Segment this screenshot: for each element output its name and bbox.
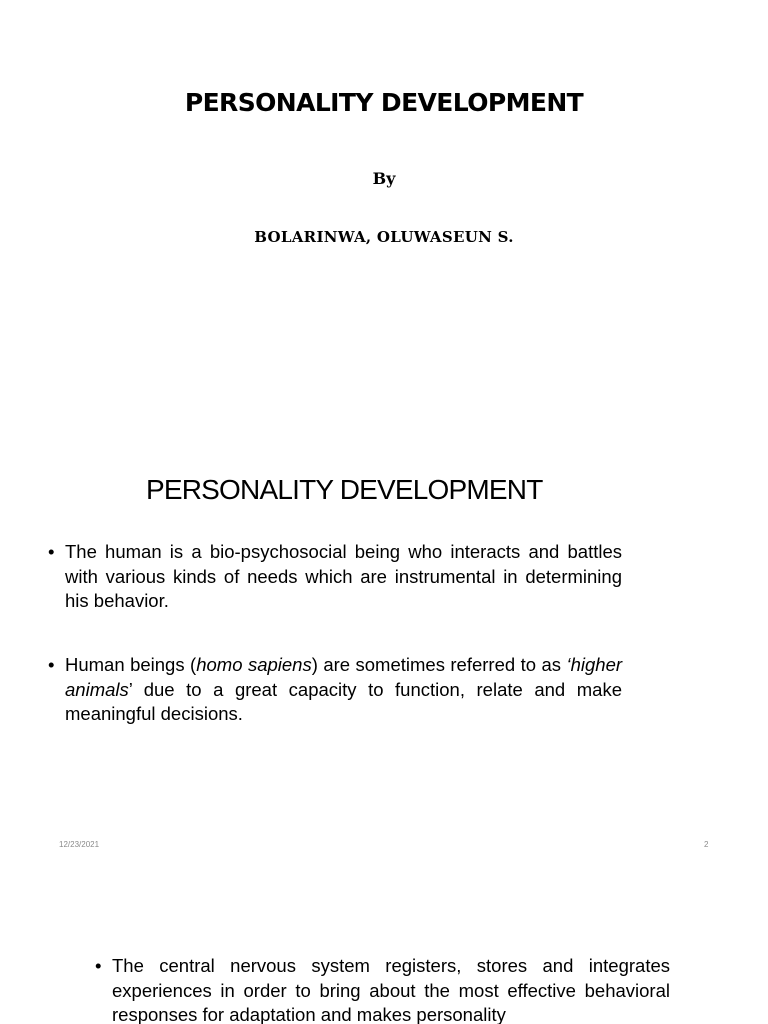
content-slide-3 (0, 870, 768, 1024)
slide-title: PERSONALITY DEVELOPMENT (146, 474, 543, 505)
bullet-item (95, 954, 670, 1024)
bullet-glyph: • (48, 654, 55, 675)
bullet-text-part: ) are sometimes referred to as (311, 654, 567, 675)
bullet-text-italic: homo sapiens (196, 654, 312, 675)
bullet-item (48, 540, 622, 614)
bullet-glyph: • (48, 541, 55, 562)
presentation-title: PERSONALITY DEVELOPMENT (184, 88, 584, 117)
bullet-text-part: The central nervous system registers, stores and integrates experiences in order to bring about the most effective behavioral responses for adaptation and makes personality (112, 955, 670, 1024)
bullet-text-part: Human beings ( (65, 654, 197, 675)
bullet-text-part: ’ due to a great capacity to function, relate and make meaningful decisions. (65, 678, 622, 724)
title-slide (0, 0, 768, 430)
content-slide-2 (0, 430, 768, 870)
bullet-item (48, 653, 623, 727)
bullet-text (65, 654, 622, 724)
bullet-glyph: • (95, 955, 102, 976)
bullet-text (65, 541, 622, 611)
by-label: By (372, 169, 396, 188)
page-number: 2 (704, 840, 709, 849)
footer-date: 12/23/2021 (59, 840, 100, 849)
bullet-text-part: The human is a bio-psychosocial being who interacts and battles with various kinds of needs which are instrumental in determining his behavior. (65, 541, 622, 611)
bullet-text-italic: ‘higher animals (65, 654, 623, 700)
author-name: BOLARINWA, OLUWASEUN S. (254, 228, 514, 246)
bullet-text (112, 955, 670, 1024)
